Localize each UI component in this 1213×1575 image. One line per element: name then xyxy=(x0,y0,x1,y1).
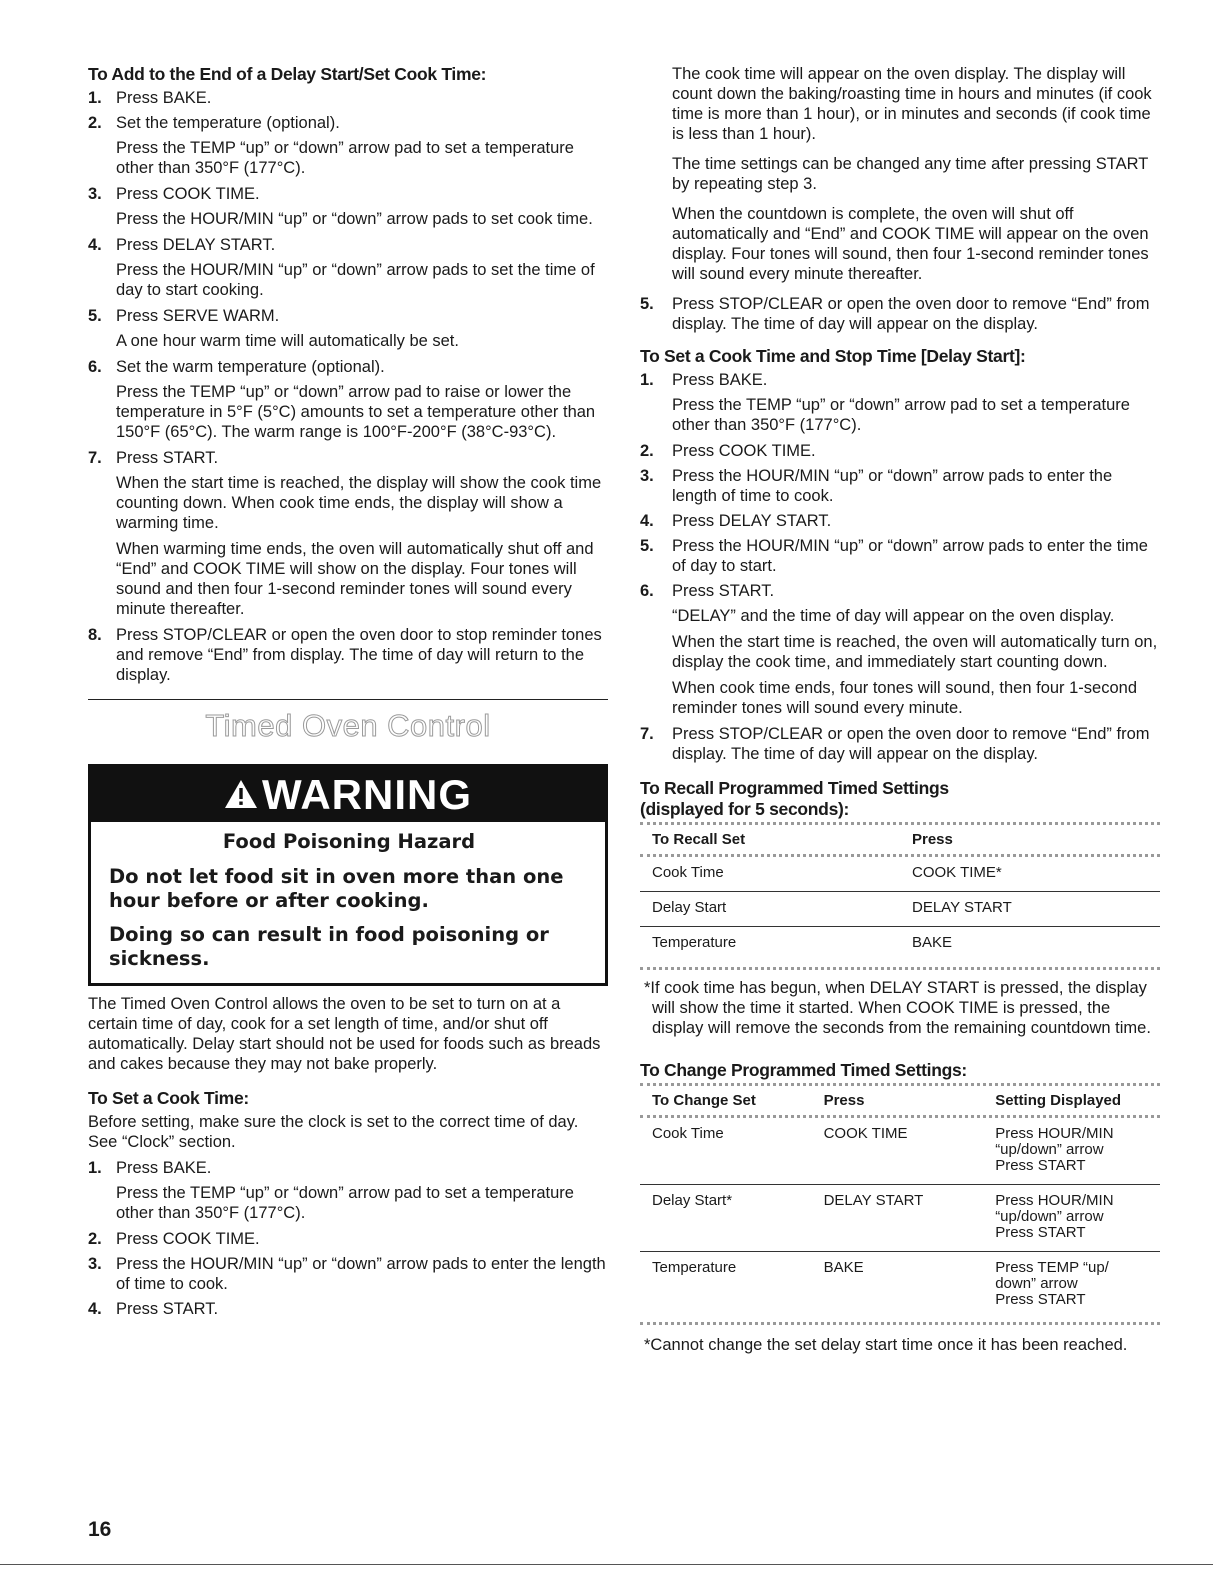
step-detail: Press the TEMP “up” or “down” arrow pad to set a temperature other than 350°F (177°C). xyxy=(672,396,1130,434)
step-text: Press SERVE WARM. xyxy=(116,307,280,325)
table-row xyxy=(640,927,1160,962)
table-cell: Temperature xyxy=(652,1259,737,1276)
table-cell: Delay Start xyxy=(640,892,900,927)
table-cell: Press HOUR/MIN “up/down” arrow Press START xyxy=(983,1118,1160,1185)
warning-label: WARNING xyxy=(262,770,472,818)
step-number: 4. xyxy=(88,236,102,254)
table-cell: DELAY START xyxy=(900,892,1160,927)
warning-triangle-icon xyxy=(224,771,258,819)
step-detail: Press the HOUR/MIN “up” or “down” arrow pads to set cook time. xyxy=(116,210,593,228)
warning-hazard: Food Poisoning Hazard xyxy=(222,830,476,853)
step-number: 5. xyxy=(88,307,102,325)
step-detail: “DELAY” and the time of day will appear on the oven display. xyxy=(672,607,1115,625)
recall-table-body xyxy=(640,857,1160,961)
continued-paragraph: When the countdown is complete, the oven will shut off automatically and “End” and COOK TIME will appear on the oven display. Four tones will sound, then four 1-second reminder tones will sound every minute thereafter. xyxy=(672,205,1149,283)
step-item xyxy=(640,466,1160,506)
table-cell: Press TEMP “up/ down” arrow Press START xyxy=(995,1259,1109,1308)
step-number: 6. xyxy=(88,358,102,376)
cook-heading: To Set a Cook Time: xyxy=(88,1088,249,1108)
step-text: Press STOP/CLEAR or open the oven door to remove “End” from display. The time of day will appear on the display. xyxy=(672,295,1150,333)
step-number: 2. xyxy=(88,1230,102,1248)
step-item xyxy=(640,581,1160,601)
step-number: 2. xyxy=(88,114,102,132)
step-text: Press DELAY START. xyxy=(116,236,276,254)
table-row xyxy=(640,1118,1160,1185)
step-item xyxy=(88,1299,608,1319)
page-bottom-rule xyxy=(0,1564,1213,1565)
cook-steps-list xyxy=(88,1158,608,1319)
recall-heading xyxy=(640,778,1160,820)
table-header-cell: To Recall Set xyxy=(652,831,746,848)
step-item xyxy=(640,724,1160,764)
delay-heading: To Add to the End of a Delay Start/Set Cook Time: xyxy=(88,64,487,84)
step-text: Press START. xyxy=(116,1300,219,1318)
step-number: 1. xyxy=(88,89,102,107)
step-detail: When warming time ends, the oven will automatically shut off and “End” and COOK TIME will show on the display. Four tones will sound and then four 1-second reminder tones will sound every minute thereafter. xyxy=(116,540,594,618)
table-cell: Temperature xyxy=(652,934,737,951)
table-row xyxy=(640,1252,1160,1319)
step-item xyxy=(88,113,608,133)
recall-note: *If cook time has begun, when DELAY START is pressed, the display will show the time it started. When COOK TIME is pressed, the display will remove the seconds from the remaining countdown time. xyxy=(644,979,1151,1037)
step-number: 1. xyxy=(640,371,654,389)
step-text: Press the HOUR/MIN “up” or “down” arrow pads to enter the time of day to start. xyxy=(672,537,1148,575)
step-item xyxy=(88,1229,608,1249)
change-table-body xyxy=(640,1118,1160,1318)
step-text: Press COOK TIME. xyxy=(116,185,260,203)
table-header-cell: Press xyxy=(912,831,953,848)
table-cell: COOK TIME xyxy=(812,1118,984,1185)
step-text: Press COOK TIME. xyxy=(116,1230,260,1248)
step-item xyxy=(88,184,608,204)
table-cell: BAKE xyxy=(823,1259,864,1276)
cook-intro: Before setting, make sure the clock is set to the correct time of day. See “Clock” section. xyxy=(88,1113,579,1151)
table-cell: Delay Start* xyxy=(640,1185,812,1252)
step-text: Press START. xyxy=(116,449,219,467)
step-item xyxy=(88,448,608,468)
table-cell: BAKE xyxy=(912,934,953,951)
step-text: Press DELAY START. xyxy=(672,512,832,530)
table-header-cell: To Change Set xyxy=(652,1092,756,1109)
step-detail: Press the TEMP “up” or “down” arrow pad to set a temperature other than 350°F (177°C). xyxy=(116,1184,574,1222)
step-text: Press BAKE. xyxy=(116,89,212,107)
continued-step-5 xyxy=(640,294,1160,334)
step-number: 1. xyxy=(88,1159,102,1177)
delay-steps-list xyxy=(88,88,608,685)
step-detail: When the start time is reached, the oven will automatically turn on, display the cook time, and immediately start counting down. xyxy=(672,633,1158,671)
step-text: Press COOK TIME. xyxy=(672,442,816,460)
step-detail: Press the HOUR/MIN “up” or “down” arrow pads to set the time of day to start cooking. xyxy=(116,261,595,299)
table-cell: DELAY START xyxy=(812,1185,984,1252)
step-item xyxy=(640,536,1160,576)
page-number: 16 xyxy=(88,1518,112,1541)
step-number: 4. xyxy=(640,512,654,530)
warning-box xyxy=(88,764,608,986)
section-divider xyxy=(88,699,608,700)
step-detail: A one hour warm time will automatically be set. xyxy=(116,332,459,350)
step-detail: When cook time ends, four tones will sound, then four 1-second reminder tones will sound every minute. xyxy=(672,679,1138,717)
step-number: 7. xyxy=(640,725,654,743)
right-column xyxy=(640,64,1160,1355)
table-cell: Cook Time xyxy=(640,857,900,892)
intro-paragraph: The Timed Oven Control allows the oven to be set to turn on at a certain time of day, cook for a set length of time, and/or shut off automatically. Delay start should not be used for foods such as breads and cakes because they may not bake properly. xyxy=(88,995,601,1073)
step-item xyxy=(640,294,1160,334)
change-table-bottom-rule xyxy=(640,1322,1160,1325)
continued-paragraph: The cook time will appear on the oven display. The display will count down the baking/roasting time in hours and minutes (if cook time is more than 1 hour), or in minutes and seconds (if cook time is less than 1 hour). xyxy=(672,65,1152,143)
step-text: Press BAKE. xyxy=(672,371,768,389)
recall-heading-line-1: To Recall Programmed Timed Settings xyxy=(640,778,949,798)
step-text: Press the HOUR/MIN “up” or “down” arrow pads to enter the length of time to cook. xyxy=(672,467,1113,505)
step-text: Set the warm temperature (optional). xyxy=(116,358,385,376)
warning-line-2: Doing so can result in food poisoning or sickness. xyxy=(109,923,549,970)
continued-paragraph: The time settings can be changed any time after pressing START by repeating step 3. xyxy=(672,155,1148,193)
step-item xyxy=(640,441,1160,461)
step-item xyxy=(88,625,608,685)
table-row xyxy=(640,1185,1160,1252)
step-number: 6. xyxy=(640,582,654,600)
step-text: Press the HOUR/MIN “up” or “down” arrow pads to enter the length of time to cook. xyxy=(116,1255,606,1293)
table-header-cell: Press xyxy=(823,1092,865,1109)
step-text: Press BAKE. xyxy=(116,1159,212,1177)
table-cell: Cook Time xyxy=(640,1118,812,1185)
step-item xyxy=(88,235,608,255)
step-item xyxy=(640,370,1160,390)
step-item xyxy=(88,357,608,377)
step-text: Press STOP/CLEAR or open the oven door to remove “End” from display. The time of day will appear on the display. xyxy=(672,725,1150,763)
table-header-cell: Setting Displayed xyxy=(995,1092,1122,1109)
step-detail: Press the TEMP “up” or “down” arrow pad to set a temperature other than 350°F (177°C). xyxy=(116,139,574,177)
change-heading: To Change Programmed Timed Settings: xyxy=(640,1060,967,1080)
change-table xyxy=(640,1086,1160,1115)
change-note: *Cannot change the set delay start time once it has been reached. xyxy=(644,1336,1128,1354)
step-number: 8. xyxy=(88,626,102,644)
recall-table xyxy=(640,825,1160,854)
step-detail: When the start time is reached, the display will show the cook time counting down. When cook time ends, the display will show a warming time. xyxy=(116,474,602,532)
step-text: Press START. xyxy=(672,582,775,600)
step-item xyxy=(88,1254,608,1294)
step-detail: Press the TEMP “up” or “down” arrow pad to raise or lower the temperature in 5°F (5°C) amounts to set a temperature other than 150°F (65°C). The warm range is 100°F-200°F (38°C-93°C). xyxy=(116,383,596,441)
step-text: Press STOP/CLEAR or open the oven door to stop reminder tones and remove “End” from display. The time of day will return to the display. xyxy=(116,626,602,684)
step-number: 3. xyxy=(640,467,654,485)
recall-table-bottom-rule xyxy=(640,967,1160,970)
step-number: 4. xyxy=(88,1300,102,1318)
left-column xyxy=(88,64,608,1324)
step-text: Set the temperature (optional). xyxy=(116,114,340,132)
continued-paragraphs xyxy=(640,64,1160,284)
table-row xyxy=(640,892,1160,927)
table-cell: COOK TIME* xyxy=(900,857,1160,892)
warning-body xyxy=(91,822,605,983)
step-number: 3. xyxy=(88,185,102,203)
step-number: 7. xyxy=(88,449,102,467)
step-number: 2. xyxy=(640,442,654,460)
table-row xyxy=(640,857,1160,892)
stop-steps-list xyxy=(640,370,1160,764)
warning-header xyxy=(91,767,605,822)
step-item xyxy=(88,1158,608,1178)
step-number: 5. xyxy=(640,295,654,313)
recall-heading-line-2: (displayed for 5 seconds): xyxy=(640,799,850,819)
warning-line-1: Do not let food sit in oven more than one hour before or after cooking. xyxy=(109,865,564,912)
stop-heading: To Set a Cook Time and Stop Time [Delay Start]: xyxy=(640,346,1026,366)
step-item xyxy=(640,511,1160,531)
table-cell: Press HOUR/MIN “up/down” arrow Press START xyxy=(983,1185,1160,1252)
step-number: 3. xyxy=(88,1255,102,1273)
step-item xyxy=(88,306,608,326)
step-number: 5. xyxy=(640,537,654,555)
section-title: Timed Oven Control xyxy=(205,708,491,743)
step-item xyxy=(88,88,608,108)
